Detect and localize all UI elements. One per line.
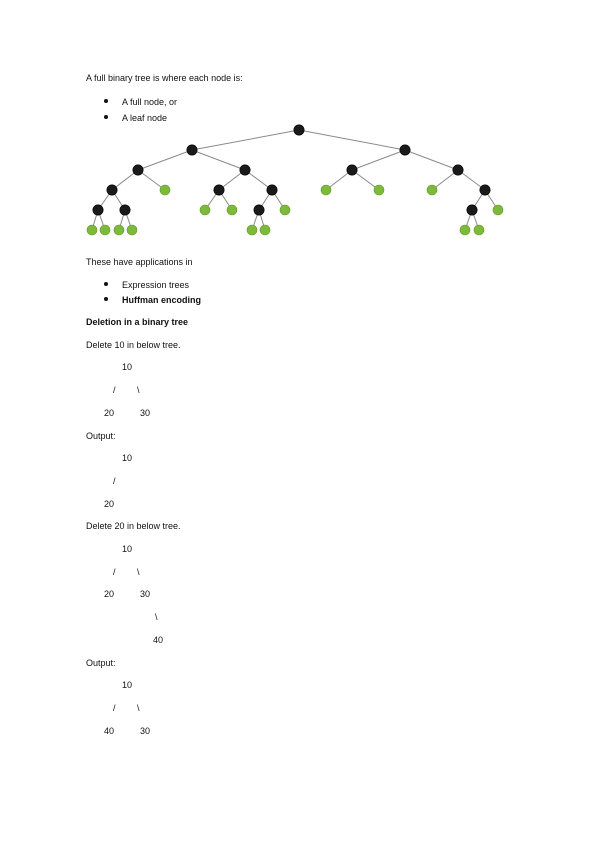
example2-instruction: Delete 20 in below tree. [86, 521, 181, 531]
internal-node [93, 205, 103, 215]
example2-output-root-value: 10 [122, 680, 133, 690]
application-huffman-encoding: Huffman encoding [122, 295, 201, 305]
leaf-node [160, 185, 170, 195]
tree-edge [138, 150, 192, 170]
internal-node [107, 185, 117, 195]
applications-intro: These have applications in [86, 257, 193, 267]
example1-right-edge: \ [137, 385, 140, 395]
example1-instruction: Delete 10 in below tree. [86, 340, 181, 350]
leaf-node [100, 225, 110, 235]
example2-right-right-value: 40 [153, 635, 164, 645]
internal-node [294, 125, 304, 135]
example1-output-label: Output: [86, 431, 116, 441]
example1-left-edge: / [113, 385, 116, 395]
intro-text: A full binary tree is where each node is: [86, 73, 243, 83]
internal-node [400, 145, 410, 155]
example1-output-left-value: 20 [104, 499, 115, 509]
internal-node [240, 165, 250, 175]
example2-output-right-edge: \ [137, 703, 140, 713]
full-binary-tree-figure [0, 0, 599, 250]
leaf-node [227, 205, 237, 215]
leaf-node [474, 225, 484, 235]
example2-output-left-value: 40 [104, 726, 115, 736]
bullet-icon [104, 297, 108, 301]
application-expression-trees: Expression trees [122, 280, 190, 290]
example1-output-root-value: 10 [122, 453, 133, 463]
leaf-node [321, 185, 331, 195]
tree-nodes [87, 125, 503, 235]
internal-node [254, 205, 264, 215]
example1-right-value: 30 [140, 408, 151, 418]
leaf-node [280, 205, 290, 215]
example1-root-value: 10 [122, 362, 133, 372]
internal-node [267, 185, 277, 195]
example2-right-value: 30 [140, 589, 151, 599]
leaf-node [87, 225, 97, 235]
internal-node [120, 205, 130, 215]
leaf-node [200, 205, 210, 215]
leaf-node [374, 185, 384, 195]
tree-edge [352, 150, 405, 170]
example2-right-edge: \ [137, 567, 140, 577]
example2-output-right-value: 30 [140, 726, 151, 736]
leaf-node [127, 225, 137, 235]
leaf-node [493, 205, 503, 215]
tree-edge [299, 130, 405, 150]
example2-root-value: 10 [122, 544, 133, 554]
example2-right-right-edge: \ [155, 612, 158, 622]
tree-edge [405, 150, 458, 170]
internal-node [480, 185, 490, 195]
leaf-node [260, 225, 270, 235]
tree-edges [92, 130, 498, 230]
leaf-node [460, 225, 470, 235]
internal-node [467, 205, 477, 215]
example2-left-value: 20 [104, 589, 115, 599]
example2-output-left-edge: / [113, 703, 116, 713]
internal-node [187, 145, 197, 155]
intro-bullet-leaf-node: A leaf node [122, 113, 168, 123]
leaf-node [247, 225, 257, 235]
internal-node [347, 165, 357, 175]
tree-edge [192, 150, 245, 170]
leaf-node [427, 185, 437, 195]
example2-output-label: Output: [86, 658, 116, 668]
bullet-icon [104, 282, 108, 286]
internal-node [453, 165, 463, 175]
section-heading: Deletion in a binary tree [86, 317, 189, 327]
leaf-node [114, 225, 124, 235]
intro-bullet-full-node: A full node, or [122, 97, 178, 107]
internal-node [133, 165, 143, 175]
example1-output-left-edge: / [113, 476, 116, 486]
internal-node [214, 185, 224, 195]
example2-left-edge: / [113, 567, 116, 577]
tree-edge [192, 130, 299, 150]
example1-left-value: 20 [104, 408, 115, 418]
